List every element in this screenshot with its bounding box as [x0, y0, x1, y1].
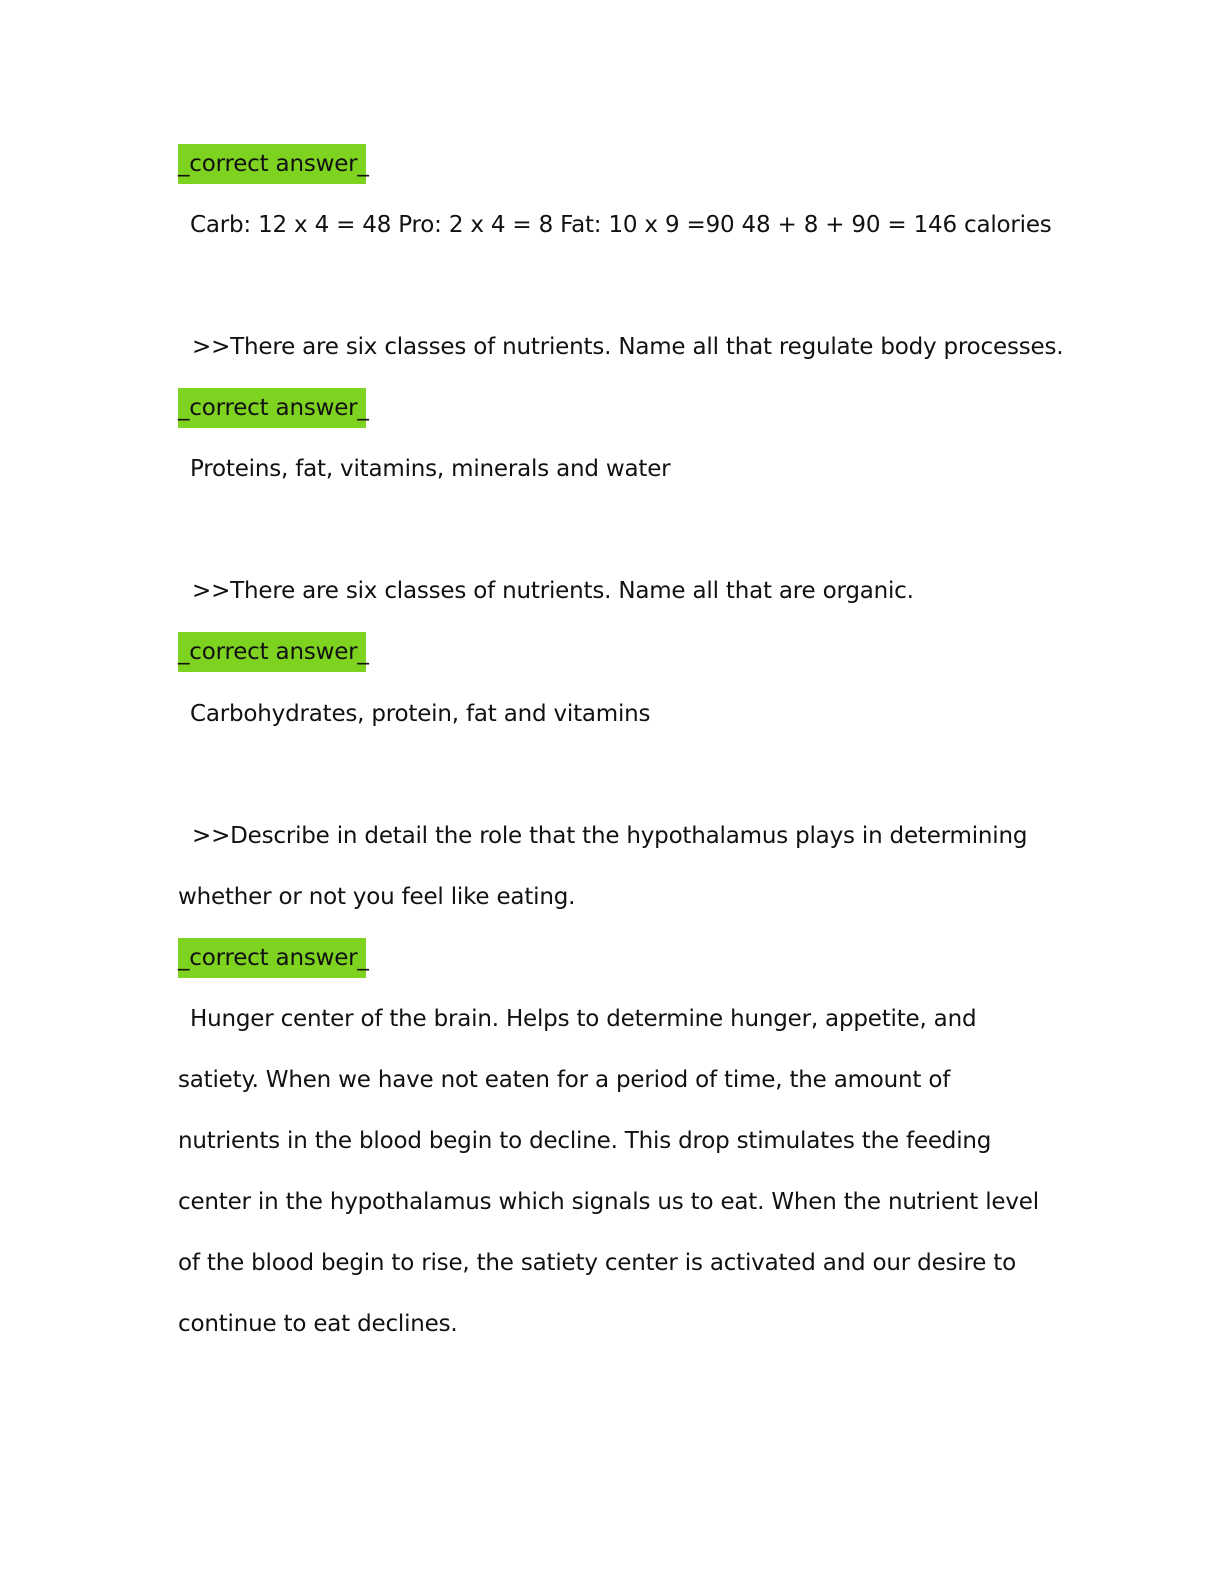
question-text: >>There are six classes of nutrients. Name all that are organic. [192, 578, 914, 604]
correct-answer-label: _correct answer_ [178, 144, 366, 184]
answer-text-line: center in the hypothalamus which signals us to eat. When the nutrient level [178, 1189, 1039, 1215]
answer-text-line: nutrients in the blood begin to decline. This drop stimulates the feeding [178, 1128, 992, 1154]
answer-text: Proteins, fat, vitamins, minerals and water [190, 456, 671, 482]
answer-text: Carb: 12 x 4 = 48 Pro: 2 x 4 = 8 Fat: 10 x 9 =90 48 + 8 + 90 = 146 calories [190, 212, 1052, 238]
question-text-line: >>Describe in detail the role that the hypothalamus plays in determining [192, 823, 1028, 849]
correct-answer-label: _correct answer_ [178, 938, 366, 978]
correct-answer-label: _correct answer_ [178, 388, 366, 428]
answer-text-line: Hunger center of the brain. Helps to determine hunger, appetite, and [190, 1006, 977, 1032]
answer-text-line: of the blood begin to rise, the satiety center is activated and our desire to [178, 1250, 1016, 1276]
answer-text-line: continue to eat declines. [178, 1311, 458, 1337]
answer-text-line: satiety. When we have not eaten for a period of time, the amount of [178, 1067, 951, 1093]
correct-answer-label: _correct answer_ [178, 632, 366, 672]
question-text: >>There are six classes of nutrients. Name all that regulate body processes. [192, 334, 1064, 360]
answer-text: Carbohydrates, protein, fat and vitamins [190, 701, 651, 727]
question-text-line: whether or not you feel like eating. [178, 884, 576, 910]
